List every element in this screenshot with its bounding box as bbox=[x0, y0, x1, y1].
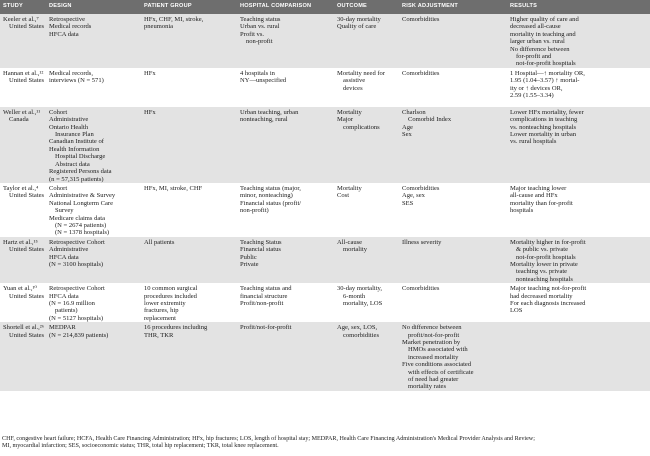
design-line: (N = 5127 hospitals) bbox=[49, 314, 104, 322]
study-line: Hartz et al.,¹⁵ bbox=[3, 238, 38, 246]
cell-design bbox=[46, 183, 141, 237]
comparison-line: minor, nonteaching) bbox=[240, 192, 293, 200]
results-line: Mortality higher in for-profit bbox=[510, 238, 586, 246]
results-line: not-for-profit hospitals bbox=[516, 253, 576, 261]
cell-design bbox=[46, 237, 141, 283]
comparison-line: Urban teaching, urban bbox=[240, 108, 299, 116]
cell-design bbox=[46, 14, 141, 68]
risk-line: SES bbox=[402, 199, 414, 207]
risk-line: Charlson bbox=[402, 108, 426, 116]
outcome-line: 30-day mortality, bbox=[337, 285, 383, 293]
outcome-line: Quality of care bbox=[337, 23, 377, 31]
comparison-line: Profit/not-for-profit bbox=[240, 324, 292, 332]
outcome-line: Mortality bbox=[337, 108, 362, 116]
results-line: No difference between bbox=[510, 45, 570, 53]
comparison-line: Teaching status bbox=[240, 16, 281, 23]
design-line: HFCA data bbox=[49, 253, 79, 261]
table-row bbox=[0, 237, 650, 283]
risk-line: Five conditions associated bbox=[402, 361, 472, 369]
results-line: all-cause and HFx bbox=[510, 192, 558, 200]
design-line: (N = 2674 patients) bbox=[55, 221, 107, 229]
results-line: vs. nonteaching hospitals bbox=[510, 123, 577, 131]
cell-patient bbox=[141, 107, 237, 183]
design-line: Health Information bbox=[49, 145, 100, 153]
results-line: decreased all-cause bbox=[510, 23, 561, 31]
cell-design bbox=[46, 322, 141, 391]
study-line: United States bbox=[9, 192, 45, 200]
study-line: Shortell et al.,²⁶ bbox=[3, 324, 44, 332]
design-line: Administrative & Survey bbox=[49, 192, 116, 200]
comparison-line: Private bbox=[240, 260, 259, 268]
table-row bbox=[0, 283, 650, 322]
cell-comparison bbox=[237, 183, 334, 237]
design-line: (n = 57,315 patients) bbox=[49, 175, 104, 183]
cell-study bbox=[0, 14, 46, 68]
cell-results bbox=[507, 14, 650, 68]
cell-study bbox=[0, 183, 46, 237]
risk-line: Comorbidities bbox=[402, 16, 440, 23]
results-line: Lower mortality in urban bbox=[510, 131, 576, 139]
comparison-line: Profit/non-profit bbox=[240, 300, 284, 307]
results-line: mortality in teaching and bbox=[510, 30, 576, 38]
cell-risk bbox=[399, 322, 507, 391]
results-line: nonteaching hospitals bbox=[516, 275, 573, 283]
risk-line: increased mortality bbox=[408, 353, 459, 361]
comparison-line: Teaching status and bbox=[240, 285, 292, 293]
footnote-line: MI, myocardial infarction; SES, socioeconomic status; THR, total hip replacement; TKR, total knee replacement. bbox=[2, 443, 279, 450]
design-line: HFCA data bbox=[49, 292, 79, 300]
comparison-line: non-profit bbox=[246, 38, 273, 46]
cell-patient bbox=[141, 68, 237, 107]
outcome-line: mortality, LOS bbox=[343, 300, 383, 307]
header-design: DESIGN bbox=[46, 0, 141, 14]
header-patient-group: PATIENT GROUP bbox=[141, 0, 237, 14]
risk-line: Market penetration by bbox=[402, 339, 461, 347]
results-line: larger urban vs. rural bbox=[510, 38, 565, 46]
study-line: United States bbox=[9, 77, 45, 85]
cell-outcome bbox=[334, 107, 399, 183]
cell-design bbox=[46, 68, 141, 107]
cell-outcome bbox=[334, 283, 399, 322]
cell-risk bbox=[399, 237, 507, 283]
outcome-line: 6-month bbox=[343, 292, 366, 300]
table-row bbox=[0, 107, 650, 183]
risk-line: Comorbidities bbox=[402, 285, 440, 293]
results-line: 1.95 (1.04–3.57) ↑ mortal- bbox=[510, 77, 580, 85]
comparison-line: Profit vs. bbox=[240, 30, 265, 38]
outcome-line: Age, sex, LOS, bbox=[337, 324, 378, 332]
design-line: (N = 3100 hospitals) bbox=[49, 260, 104, 268]
cell-results bbox=[507, 183, 650, 237]
table-footnotes bbox=[2, 436, 648, 451]
risk-line: mortality rates bbox=[408, 383, 446, 391]
cell-risk bbox=[399, 107, 507, 183]
outcome-line: mortality bbox=[343, 246, 368, 254]
study-line: Canada bbox=[9, 116, 29, 124]
table-row bbox=[0, 68, 650, 107]
risk-line: Sex bbox=[402, 131, 412, 139]
cell-comparison bbox=[237, 237, 334, 283]
risk-line: Comorbidities bbox=[402, 184, 440, 192]
outcome-line: assistive bbox=[343, 77, 366, 85]
cell-patient bbox=[141, 183, 237, 237]
study-line: Weller et al.,¹¹ bbox=[3, 108, 41, 116]
results-line: 2.59 (1.55–3.34) bbox=[510, 92, 554, 100]
table-row bbox=[0, 14, 650, 68]
design-line: Administrative bbox=[49, 116, 89, 124]
header-outcome: OUTCOME bbox=[334, 0, 399, 14]
comparison-line: nonteaching, rural bbox=[240, 116, 288, 124]
outcome-line: 30-day mortality bbox=[337, 16, 381, 23]
patient-line: pneumonia bbox=[144, 23, 174, 31]
patient-line: HFx bbox=[144, 69, 156, 77]
patient-line: lower extremity bbox=[144, 300, 186, 307]
study-line: Taylor et al.,⁴ bbox=[3, 184, 39, 192]
results-line: vs. rural hospitals bbox=[510, 138, 557, 146]
cell-patient bbox=[141, 237, 237, 283]
outcome-line: complications bbox=[343, 123, 380, 131]
design-line: patients) bbox=[55, 307, 78, 315]
study-line: United States bbox=[9, 246, 45, 254]
comparison-line: Teaching status (major, bbox=[240, 184, 301, 192]
outcome-line: All-cause bbox=[337, 238, 363, 246]
design-line: (N = 16.9 million bbox=[49, 300, 95, 307]
results-line: had decreased mortality bbox=[510, 292, 573, 300]
risk-line: Illness severity bbox=[402, 238, 442, 246]
results-line: Lower HFx mortality, fewer bbox=[510, 108, 584, 116]
cell-patient bbox=[141, 283, 237, 322]
outcome-line: Mortality bbox=[337, 184, 362, 192]
table-row bbox=[0, 183, 650, 237]
patient-line: THR, TKR bbox=[144, 331, 174, 339]
cell-results bbox=[507, 283, 650, 322]
cell-comparison bbox=[237, 107, 334, 183]
cell-outcome bbox=[334, 68, 399, 107]
patient-line: HFx, CHF, MI, stroke, bbox=[144, 16, 204, 23]
cell-study bbox=[0, 322, 46, 391]
cell-outcome bbox=[334, 237, 399, 283]
outcome-line: devices bbox=[343, 84, 363, 92]
design-line: Retrospective Cohort bbox=[49, 285, 105, 293]
results-line: hospitals bbox=[510, 207, 534, 215]
header-study: STUDY bbox=[0, 0, 46, 14]
risk-line: of need had greater bbox=[408, 376, 459, 384]
comparison-line: 4 hospitals in bbox=[240, 69, 275, 77]
risk-line: Comorbid Index bbox=[408, 116, 452, 124]
results-line: not-for-profit hospitals bbox=[516, 60, 576, 68]
design-line: Hospital Discharge bbox=[55, 153, 106, 161]
cell-outcome bbox=[334, 322, 399, 391]
table-row bbox=[0, 322, 650, 391]
outcome-line: Cost bbox=[337, 192, 350, 200]
patient-line: All patients bbox=[144, 238, 175, 246]
study-line: United States bbox=[9, 331, 45, 339]
patient-line: HFx bbox=[144, 108, 156, 116]
design-line: HFCA data bbox=[49, 30, 79, 38]
cell-design bbox=[46, 107, 141, 183]
cell-study bbox=[0, 283, 46, 322]
cell-results bbox=[507, 68, 650, 107]
results-line: & public vs. private bbox=[516, 246, 569, 254]
cell-outcome bbox=[334, 183, 399, 237]
risk-line: Comorbidities bbox=[402, 69, 440, 77]
cell-results bbox=[507, 322, 650, 391]
design-line: Insurance Plan bbox=[55, 131, 94, 139]
cell-patient bbox=[141, 322, 237, 391]
cell-study bbox=[0, 68, 46, 107]
results-line: Higher quality of care and bbox=[510, 16, 579, 23]
risk-line: No difference between bbox=[402, 324, 462, 332]
design-line: Survey bbox=[55, 207, 74, 215]
design-line: (N = 214,839 patients) bbox=[49, 331, 109, 339]
comparison-line: Financial status (profit/ bbox=[240, 199, 302, 207]
cell-comparison bbox=[237, 14, 334, 68]
cell-study bbox=[0, 237, 46, 283]
design-line: Medical records bbox=[49, 23, 92, 31]
design-line: (N = 1378 hospitals) bbox=[55, 229, 110, 237]
design-line: Registered Persons data bbox=[49, 168, 112, 176]
cell-study bbox=[0, 107, 46, 183]
results-line: LOS bbox=[510, 307, 523, 315]
study-line: Hannan et al.,¹² bbox=[3, 69, 44, 77]
comparison-line: Public bbox=[240, 253, 257, 261]
design-line: Retrospective bbox=[49, 16, 85, 23]
cell-risk bbox=[399, 283, 507, 322]
patient-line: procedures included bbox=[144, 292, 197, 300]
comparison-line: non-profit) bbox=[240, 207, 269, 215]
design-line: Retrospective Cohort bbox=[49, 238, 105, 246]
table-body bbox=[0, 14, 650, 391]
outcome-line: Mortality need for bbox=[337, 69, 385, 77]
design-line: Cohort bbox=[49, 184, 68, 192]
cell-risk bbox=[399, 183, 507, 237]
comparison-line: NY—unspecified bbox=[240, 77, 287, 85]
header-hospital-comparison: HOSPITAL COMPARISON bbox=[237, 0, 334, 14]
results-line: ity or ↑ devices OR, bbox=[510, 84, 563, 92]
design-line: National Longterm Care bbox=[49, 199, 113, 207]
design-line: Administrative bbox=[49, 246, 89, 254]
risk-line: Age bbox=[402, 123, 413, 131]
study-line: Keeler et al.,⁷ bbox=[3, 16, 39, 23]
cell-results bbox=[507, 237, 650, 283]
cell-patient bbox=[141, 14, 237, 68]
results-line: Major teaching not-for-profit bbox=[510, 285, 587, 293]
results-line: for-profit and bbox=[516, 53, 552, 61]
patient-line: HFx, MI, stroke, CHF bbox=[144, 184, 203, 192]
risk-line: with effects of certificate bbox=[408, 368, 474, 376]
cell-outcome bbox=[334, 14, 399, 68]
results-line: 1 Hospital—↑ mortality OR, bbox=[510, 69, 585, 77]
comparison-line: financial structure bbox=[240, 292, 288, 300]
header-row bbox=[0, 0, 650, 14]
comparison-line: Financial status bbox=[240, 246, 281, 254]
cell-results bbox=[507, 107, 650, 183]
results-line: teaching vs. private bbox=[516, 268, 568, 276]
results-line: complications in teaching bbox=[510, 116, 578, 124]
risk-line: HMOs associated with bbox=[408, 346, 468, 354]
patient-line: 16 procedures including bbox=[144, 324, 208, 332]
study-line: United States bbox=[9, 292, 45, 300]
design-line: Abstract data bbox=[55, 160, 90, 168]
design-line: MEDPAR bbox=[49, 324, 76, 332]
results-line: For each diagnosis increased bbox=[510, 300, 586, 307]
patient-line: fractures, hip bbox=[144, 307, 179, 315]
design-line: Canadian Institute of bbox=[49, 138, 104, 146]
cell-comparison bbox=[237, 322, 334, 391]
results-line: mortality than for-profit bbox=[510, 199, 573, 207]
patient-line: replacement bbox=[144, 314, 176, 322]
design-line: Cohort bbox=[49, 108, 68, 116]
patient-line: 10 common surgical bbox=[144, 285, 198, 293]
study-line: United States bbox=[9, 23, 45, 31]
results-line: Mortality lower in private bbox=[510, 260, 578, 268]
study-line: Yuan et al.,¹⁰ bbox=[3, 285, 38, 293]
cell-risk bbox=[399, 14, 507, 68]
cell-risk bbox=[399, 68, 507, 107]
design-line: Medicare claims data bbox=[49, 214, 105, 222]
results-line: Major teaching lower bbox=[510, 184, 567, 192]
cell-comparison bbox=[237, 283, 334, 322]
cell-design bbox=[46, 283, 141, 322]
header-risk-adjustment: RISK ADJUSTMENT bbox=[399, 0, 507, 14]
risk-line: Age, sex bbox=[402, 192, 425, 200]
comparison-line: Teaching Status bbox=[240, 238, 282, 246]
footnote-line: CHF, congestive heart failure; HCFA, Health Care Financing Administration; HFx, hip fractures; LOS, length of hospital stay; MEDPAR, Health Care Financing Administration's Medical Provider Analysis and Review; bbox=[2, 436, 535, 442]
risk-line: profit/not-for-profit bbox=[408, 331, 460, 339]
outcome-line: comorbidities bbox=[343, 331, 380, 339]
header-results: RESULTS bbox=[507, 0, 650, 14]
comparison-line: Urban vs. rural bbox=[240, 23, 280, 31]
design-line: Ontario Health bbox=[49, 123, 89, 131]
design-line: interviews (N = 571) bbox=[49, 77, 104, 85]
cell-comparison bbox=[237, 68, 334, 107]
design-line: Medical records, bbox=[49, 69, 93, 77]
outcome-line: Major bbox=[337, 116, 353, 124]
